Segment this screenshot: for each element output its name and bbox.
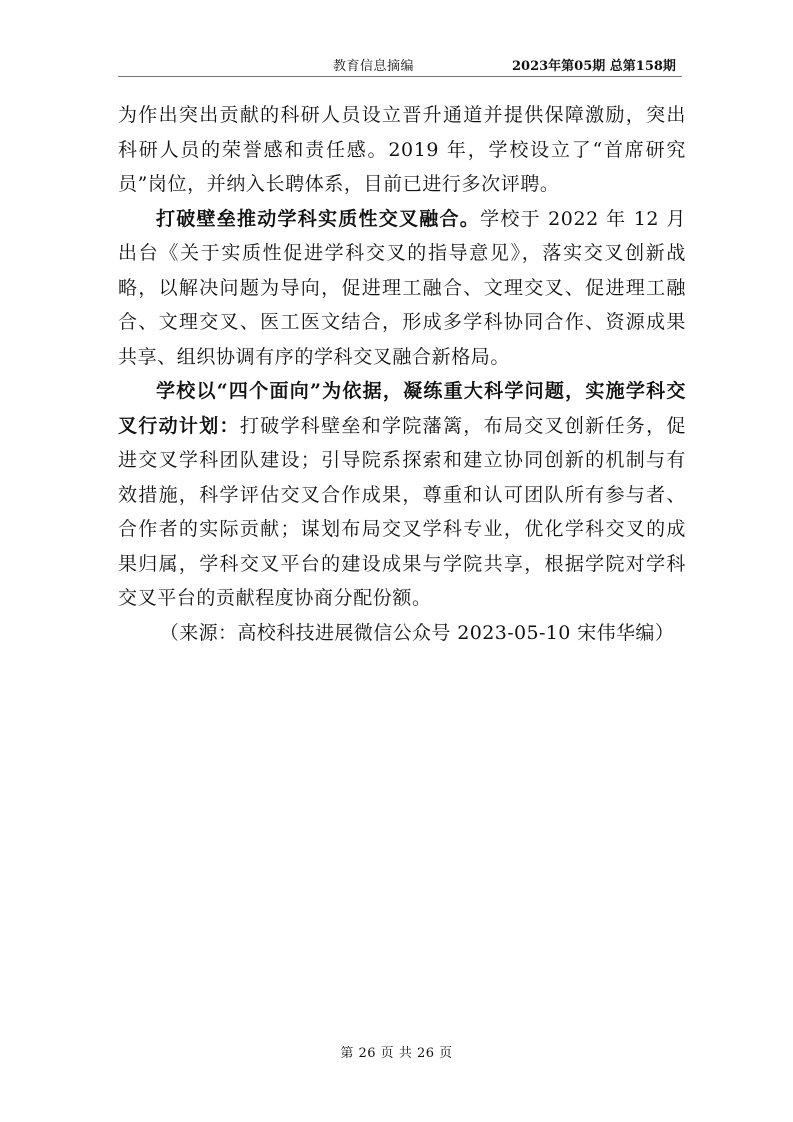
paragraph-1-text: 为作出突出贡献的科研人员设立晋升通道并提供保障激励，突出科研人员的荣誉感和责任感。2019 年，学校设立了“首席研究员”岗位，并纳入长聘体系，目前已进行多次评聘。: [118, 104, 686, 195]
source-citation: （来源：高校科技进展微信公众号 2023-05-10 宋伟华编）: [159, 621, 675, 644]
issue-number: 2023年第05期 总第158期: [512, 59, 676, 74]
paragraph-2-lead: 打破壁垒推动学科实质性交叉融合。: [156, 207, 481, 230]
journal-title: 教育信息摘编: [333, 59, 415, 74]
paragraph-3: [118, 374, 686, 616]
paragraph-3-text: 打破学科壁垒和学院藩篱，布局交叉创新任务，促进交叉学科团队建设；引导院系探索和建立协同创新的机制与有效措施，科学评估交叉合作成果，尊重和认可团队所有参与者、合作者的实际贡献；谋划布局交叉学科专业，优化学科交叉的成果归属，学科交叉平台的建设成果与学院共享，根据学院对学科交叉平台的贡献程度协商分配份额。: [118, 414, 686, 609]
paragraph-2: [118, 202, 686, 375]
paragraph-2-text: 学校于 2022 年 12 月出台《关于实质性促进学科交叉的指导意见》，落实交叉创新战略，以解决问题为导向，促进理工融合、文理交叉、促进理工融合、文理交叉、医工医文结合，形成多学科协同合作、资源成果共享、组织协调有序的学科交叉融合新格局。: [118, 207, 686, 368]
article-body: [118, 98, 686, 650]
page-header: [0, 52, 793, 76]
paragraph-1: [118, 98, 686, 202]
paragraph-3-lead: 学校以“四个面向”为依据，凝练重大科学问题，实施学科交叉行动计划：: [118, 380, 686, 437]
page-number: 第 26 页 共 26 页: [340, 1046, 453, 1061]
header-rule: [118, 76, 682, 77]
